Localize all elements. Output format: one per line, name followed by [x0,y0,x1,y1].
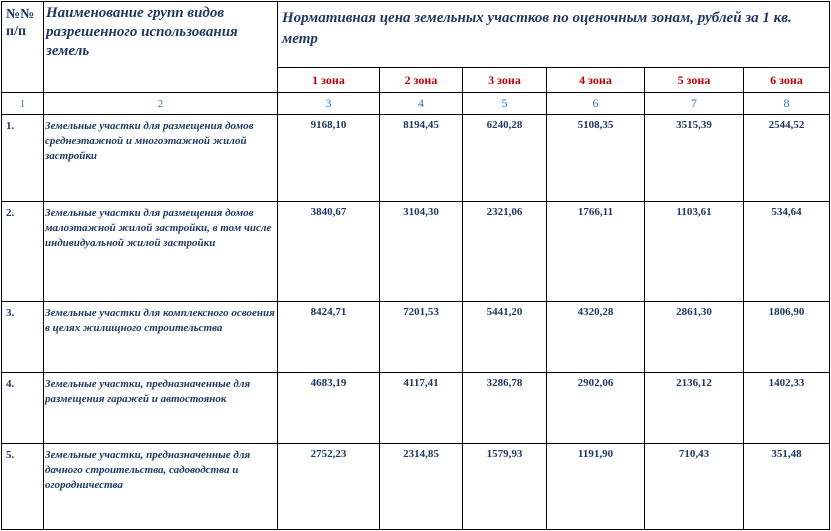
header-price: Нормативная цена земельных участков по оценочным зонам, рублей за 1 кв. метр [278,2,830,68]
price-cell: 3515,39 [645,115,744,202]
row-number: 5. [2,444,44,530]
price-cell: 4320,28 [547,302,645,373]
price-cell: 7201,53 [380,302,463,373]
zone-header: 5 зона [645,68,744,93]
zone-header: 4 зона [547,68,645,93]
header-num: №№ п/п [2,2,44,93]
row-name: Земельные участки для размещения домов малоэтажной жилой застройки, в том числе индивидуальной жилой застройки [44,202,278,302]
price-cell: 6240,28 [463,115,547,202]
price-cell: 8424,71 [278,302,380,373]
price-cell: 2136,12 [645,373,744,444]
header-row [2,2,830,68]
column-index: 1 [2,93,44,115]
price-cell: 2321,06 [463,202,547,302]
price-cell: 3840,67 [278,202,380,302]
row-name: Земельные участки, предназначенные для дачного строительства, садоводства и огородничества [44,444,278,530]
table-row [2,115,830,202]
column-index: 3 [278,93,380,115]
price-cell: 3286,78 [463,373,547,444]
header-name: Наименование групп видов разрешенного использования земель [44,2,278,93]
column-index: 4 [380,93,463,115]
row-number: 2. [2,202,44,302]
table-row [2,302,830,373]
price-cell: 4683,19 [278,373,380,444]
price-cell: 1806,90 [744,302,830,373]
price-cell: 1103,61 [645,202,744,302]
price-cell: 3104,30 [380,202,463,302]
column-index: 7 [645,93,744,115]
column-index: 6 [547,93,645,115]
price-cell: 5108,35 [547,115,645,202]
row-name: Земельные участки для комплексного освоения в целях жилищного строительства [44,302,278,373]
price-cell: 2314,85 [380,444,463,530]
price-cell: 1402,33 [744,373,830,444]
table-row [2,202,830,302]
price-cell: 1766,11 [547,202,645,302]
land-price-table [1,1,830,530]
price-cell: 2902,06 [547,373,645,444]
index-row [2,93,830,115]
price-cell: 5441,20 [463,302,547,373]
row-number: 1. [2,115,44,202]
row-name: Земельные участки для размещения домов среднеэтажной и многоэтажной жилой застройки [44,115,278,202]
price-cell: 710,43 [645,444,744,530]
price-cell: 2752,23 [278,444,380,530]
price-cell: 351,48 [744,444,830,530]
row-name: Земельные участки, предназначенные для размещения гаражей и автостоянок [44,373,278,444]
price-cell: 534,64 [744,202,830,302]
price-cell: 8194,45 [380,115,463,202]
price-cell: 1191,90 [547,444,645,530]
price-cell: 2544,52 [744,115,830,202]
zone-header: 6 зона [744,68,830,93]
price-cell: 9168,10 [278,115,380,202]
table-row [2,373,830,444]
row-number: 3. [2,302,44,373]
zone-header: 1 зона [278,68,380,93]
price-cell: 4117,41 [380,373,463,444]
zone-header: 2 зона [380,68,463,93]
price-cell: 2861,30 [645,302,744,373]
column-index: 2 [44,93,278,115]
table-row [2,444,830,530]
column-index: 8 [744,93,830,115]
row-number: 4. [2,373,44,444]
price-cell: 1579,93 [463,444,547,530]
column-index: 5 [463,93,547,115]
zone-header: 3 зона [463,68,547,93]
